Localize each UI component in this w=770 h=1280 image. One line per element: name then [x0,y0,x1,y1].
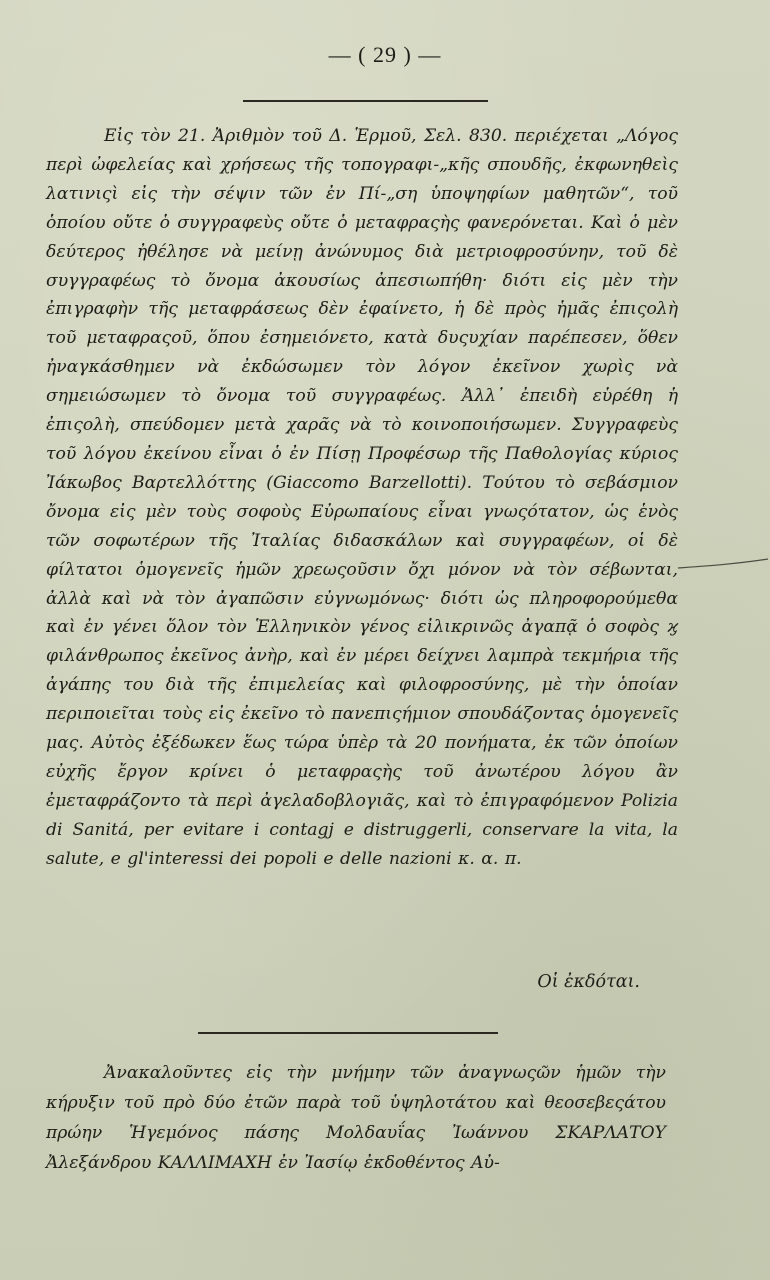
section-divider [198,1032,498,1034]
page-number: — ( 29 ) — [328,42,442,67]
article-body [46,122,678,874]
header-rule [243,100,488,102]
signature: Οἱ ἐκδόται. [537,972,640,992]
margin-pencil-mark [676,556,770,576]
footer-paragraph: Ἀνακαλοῦντες εἰς τὴν μνήμην τῶν ἀναγνωςῶν ἡμῶν τὴν κήρυξιν τοῦ πρὸ δύο ἐτῶν παρὰ τοῦ ὑψηλοτάτου καὶ θεοσεβεςάτου πρώην Ἡγεμόνος πάσης Μολδαυΐας Ἰωάννου ΣΚΑΡΛΑΤΟΥ Ἀλεξάνδρου ΚΑΛΛΙΜΑΧΗ ἐν Ἰασίῳ ἐκδοθέντος Αὐ- [46,1063,666,1173]
article-paragraph: Εἰς τὸν 21. Ἀριθμὸν τοῦ Δ. Ἑρμοῦ, Σελ. 830. περιέχεται „Λόγος περὶ ὠφελείας καὶ χρήσεως τῆς τοπογραφι-„κῆς σπουδῆς, ἐκφωνηθεὶς λατινιςὶ εἰς τὴν σέψιν τῶν ἐν Πί-„ση ὑποψηφίων μαθητῶν“, τοῦ ὁποίου οὔτε ὁ συγγραφεὺς οὔτε ὁ μεταφραςὴς φανερόνεται. Καὶ ὁ μὲν δεύτερος ἠθέλησε νὰ μείνῃ ἀνώνυμος διὰ μετριοφροσύνην, τοῦ δὲ συγγραφέως τὸ ὄνομα ἀκουσίως ἀπεσιωπήθη· διότι εἰς μὲν τὴν ἐπιγραφὴν τῆς μεταφράσεως δὲν ἐφαίνετο, ἡ δὲ πρὸς ἡμᾶς ἐπιςολὴ τοῦ μεταφραςοῦ, ὅπου ἐσημειόνετο, κατὰ δυςυχίαν παρέπεσεν, ὅθεν ἠναγκάσθημεν νὰ ἐκδώσωμεν τὸν λόγον ἐκεῖνον χωρὶς νὰ σημειώσωμεν τὸ ὄνομα τοῦ συγγραφέως. Ἀλλ᾽ ἐπειδὴ εὑρέθη ἡ ἐπιςολὴ, σπεύδομεν μετὰ χαρᾶς νὰ τὸ κοινοποιήσωμεν. Συγγραφεὺς τοῦ λόγου ἐκείνου εἶναι ὁ ἐν Πίσῃ Προφέσωρ τῆς Παθολογίας κύριος Ἰάκωβος Βαρτελλόττης (Giaccomo Barzellotti). Τούτου τὸ σεβάσμιον ὄνομα εἰς μὲν τοὺς σοφοὺς Εὐρωπαίους εἶναι γνωςότατον, ὡς ἑνὸς τῶν σοφωτέρων τῆς Ἰταλίας διδασκάλων καὶ συγγραφέων, οἱ δὲ φίλτατοι ὁμογενεῖς ἡμῶν χρεωςοῦσιν ὄχι μόνον νὰ τὸν σέβωνται, ἀλλὰ καὶ νὰ τὸν ἀγαπῶσιν εὐγνωμόνως· διότι ὡς πληροφορούμεθα καὶ ἐν γένει ὅλον τὸν Ἑλληνικὸν γένος εἰλικρινῶς ἀγαπᾷ ὁ σοφὸς ϗ φιλάνθρωπος ἐκεῖνος ἀνὴρ, καὶ ἐν μέρει δείχνει λαμπρὰ τεκμήρια τῆς ἀγάπης του διὰ τῆς ἐπιμελείας καὶ φιλοφροσύνης, μὲ τὴν ὁποίαν περιποιεῖται τοὺς εἰς ἐκεῖνο τὸ πανεπιςήμιον σπουδάζοντας ὁμογενεῖς μας. Αὐτὸς ἐξέδωκεν ἕως τώρα ὑπὲρ τὰ 20 πονήματα, ἐκ τῶν ὁποίων εὐχῆς ἔργον κρίνει ὁ μεταφραςὴς τοῦ ἀνωτέρου λόγου ἂν ἐμεταφράζοντο τὰ περὶ ἀγελαδοβλογιᾶς, καὶ τὸ ἐπιγραφόμενον Polizia di Sanitá, per evitare i contagj e distruggerli, conservare la vita, la salute, e gl'interessi dei popoli e delle nazioni κ. α. π. [46,126,678,869]
footer-note [46,1058,666,1178]
